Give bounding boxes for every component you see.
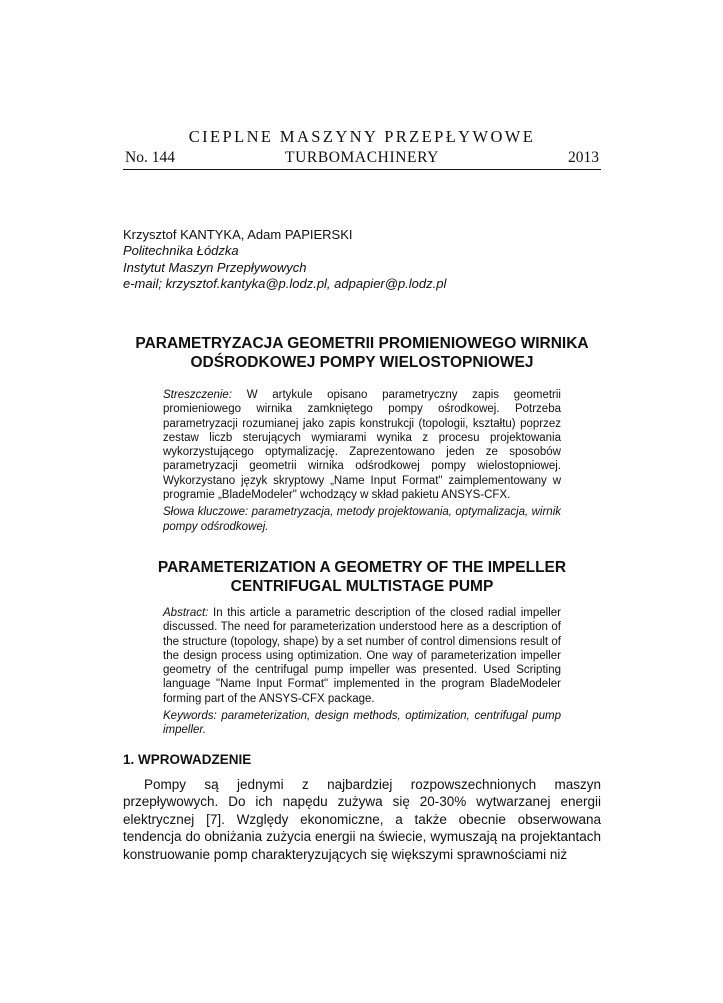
issue-number: No. 144 — [125, 149, 175, 166]
issue-header — [123, 149, 601, 170]
title-pl-line-1: PARAMETRYZACJA GEOMETRII PROMIENIOWEGO WIRNIKA — [135, 335, 589, 352]
author-emails: e-mail; krzysztof.kantyka@p.lodz.pl, adpapier@p.lodz.pl — [123, 276, 447, 292]
keywords-pl-text: parametryzacja, metody projektowania, optymalizacja, wirnik pompy odśrodkowej. — [163, 506, 562, 533]
abstract-en-label: Abstract: — [163, 607, 209, 619]
title-pl-line-2: ODŚRODKOWEJ POMPY WIELOSTOPNIOWEJ — [190, 354, 534, 371]
body-paragraph — [123, 776, 601, 863]
affiliation-institute: Instytut Maszyn Przepływowych — [123, 259, 307, 275]
author-block — [123, 227, 446, 293]
keywords-en-label: Keywords: — [163, 710, 217, 723]
issue-year: 2013 — [568, 149, 599, 166]
abstract-en — [163, 606, 561, 738]
journal-subtitle: TURBOMACHINERY — [285, 149, 439, 166]
abstract-en-text: In this article a parametric description of the closed radial impeller discussed. The need for parameterization understood here as a description of the structure (topology, shape) by a set number of control dimensions result of the design process using optimization. One way of parameterization impeller geometry of the centrifugal pump impeller was presented. Used Scripting language "Name Input Format" implemented in the program BladeModeler forming part of the ANSYS-CFX package. — [163, 607, 561, 705]
title-en-line-1: PARAMETERIZATION A GEOMETRY OF THE IMPELLER — [157, 559, 567, 576]
abstract-pl — [163, 388, 561, 534]
abstract-pl-label: Streszczenie: — [163, 389, 233, 401]
keywords-pl-label: Słowa kluczowe: — [163, 506, 249, 519]
abstract-pl-text: W artykule opisano parametryczny zapis geometrii promieniowego wirnika zamkniętego pompy ośrodkowej. Potrzeba parametryzacji rozumianej jako zapis konstrukcji (topologii, kształtu) poprzez zestaw liczb sterujących wymiarami wynika z procesu projektowania wykorzystującego optymalizację. Zaprezentowano jeden ze sposobów parametryzacji geometrii wirnika odśrodkowej pompy wielostopniowej. Wykorzystano język skryptowy „Name Input Format" zaimplementowany w programie „BladeModeler" wchodzący w skład pakietu ANSYS-CFX. — [163, 389, 561, 502]
section-heading: 1. WPROWADZENIE — [123, 752, 252, 767]
affiliation-university: Politechnika Łódzka — [123, 243, 239, 259]
keywords-en-text: parameterization, design methods, optimization, centrifugal pump impeller. — [163, 710, 561, 737]
author-names: Krzysztof KANTYKA, Adam PAPIERSKI — [123, 227, 353, 242]
title-en-line-2: CENTRIFUGAL MULTISTAGE PUMP — [230, 578, 494, 595]
paper-title-pl — [123, 334, 601, 372]
intro-paragraph: Pompy są jednymi z najbardziej rozpowszechnionych maszyn przepływowych. Do ich napędu zużywa się 20-30% wytwarzanej energii elektrycznej [7]. Względy ekonomiczne, a także obecnie obserwowana tendencja do obniżania zużycia energii na świecie, wymuszają na projektantach konstruowanie pomp charakteryzujących się większymi sprawnościami niż — [123, 777, 601, 862]
paper-title-en — [123, 558, 601, 596]
journal-title: CIEPLNE MASZYNY PRZEPŁYWOWE — [188, 127, 536, 146]
